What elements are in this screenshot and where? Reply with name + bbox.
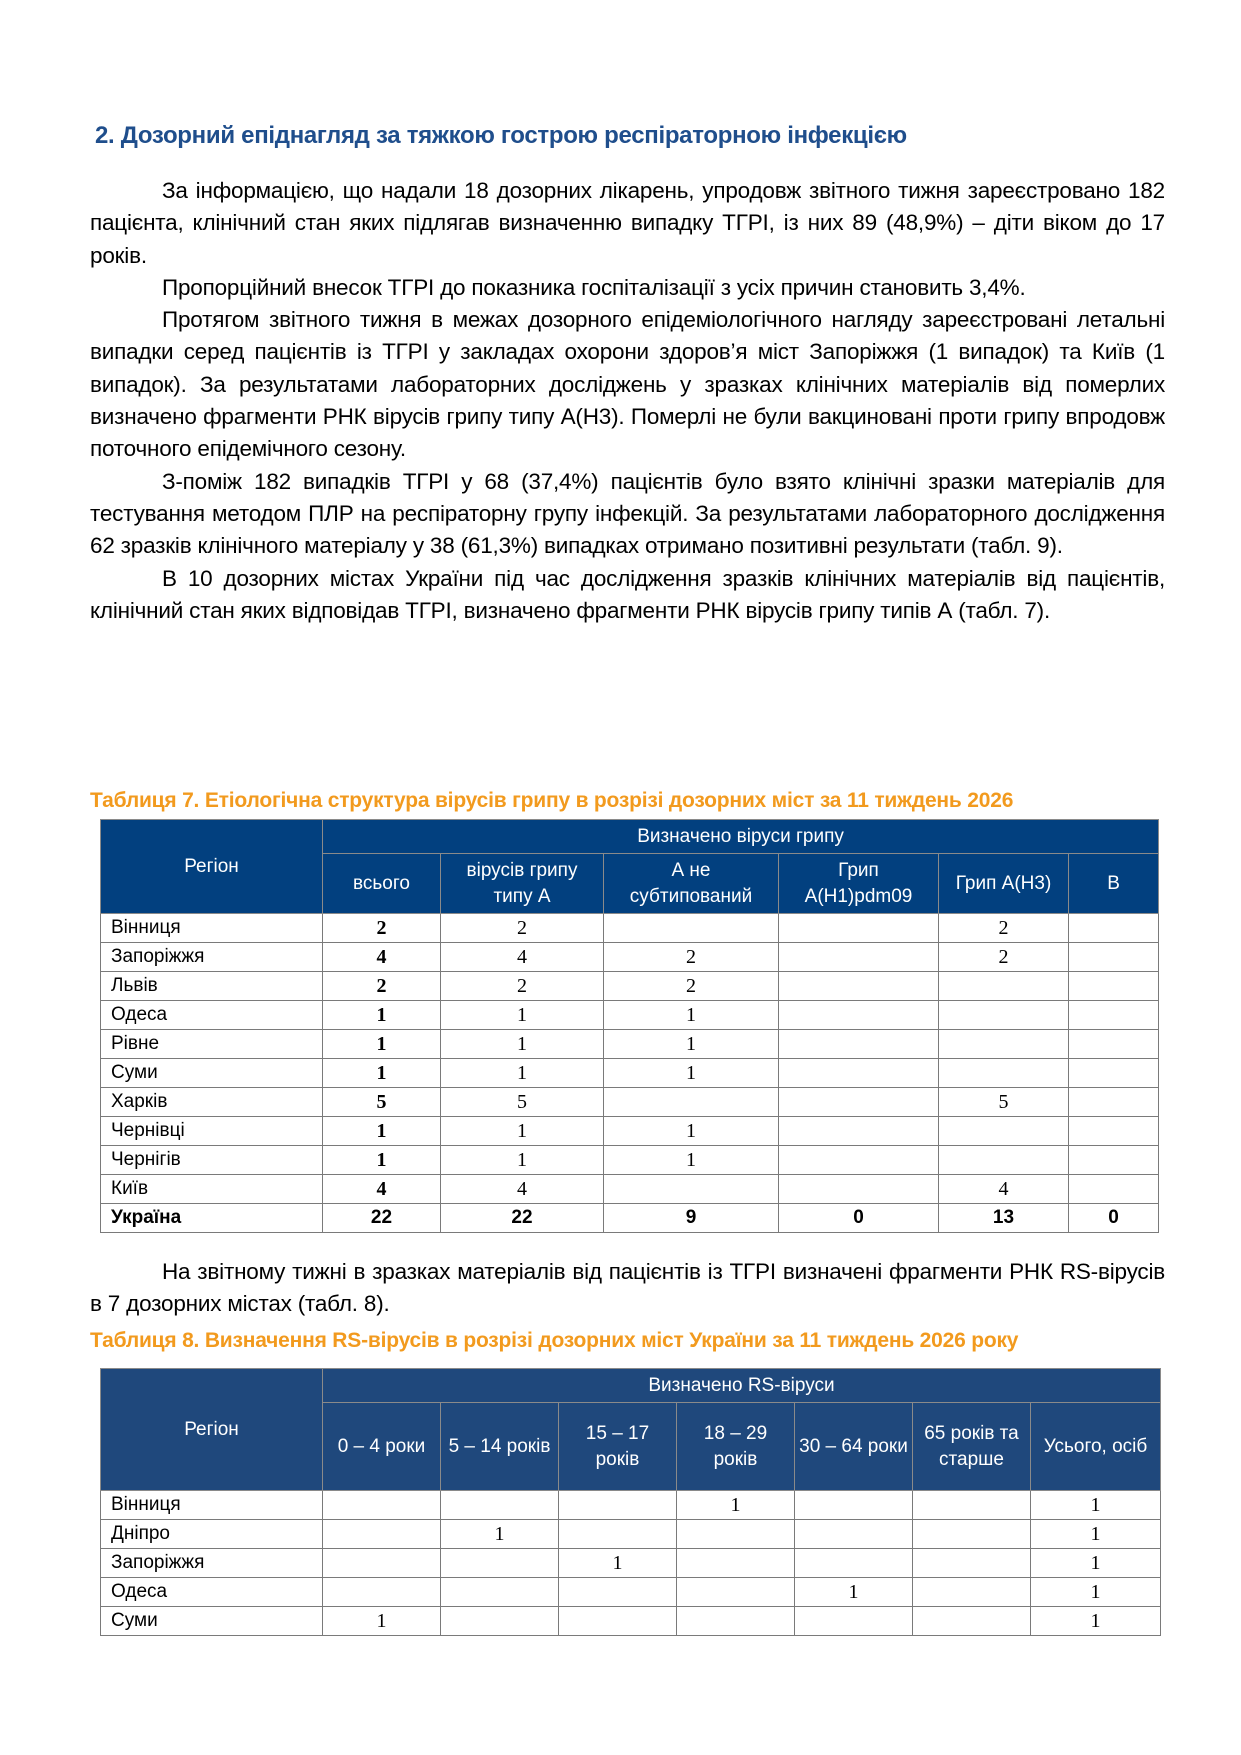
value-cell: 2 bbox=[939, 914, 1069, 943]
paragraph: Пропорційний внесок ТГРІ до показника госпіталізації з усіх причин становить 3,4%. bbox=[162, 274, 1026, 300]
column-header: Усього, осіб bbox=[1031, 1403, 1161, 1491]
value-cell: 5 bbox=[441, 1088, 604, 1117]
paragraph: За інформацією, що надали 18 дозорних лікарень, упродовж звітного тижня зареєстровано 182 пацієнта, клінічний стан яких підлягав визначенню випадку ТГРІ, із них 89 (48,9%) – діти віком до 17 років. bbox=[90, 178, 1165, 268]
region-cell: Київ bbox=[101, 1175, 323, 1204]
value-cell: 1 bbox=[441, 1520, 559, 1549]
value-cell: 2 bbox=[604, 943, 779, 972]
rs-intro-text bbox=[90, 1256, 1165, 1321]
value-cell bbox=[441, 1578, 559, 1607]
value-cell bbox=[604, 914, 779, 943]
column-header: 30 – 64 роки bbox=[795, 1403, 913, 1491]
table-row bbox=[101, 1175, 1159, 1204]
value-cell bbox=[1069, 1001, 1159, 1030]
value-cell bbox=[779, 1088, 939, 1117]
value-cell bbox=[559, 1520, 677, 1549]
value-cell bbox=[1069, 1175, 1159, 1204]
table-row bbox=[101, 1607, 1161, 1636]
value-cell: 4 bbox=[441, 1175, 604, 1204]
value-cell bbox=[795, 1607, 913, 1636]
column-header: Грип А(Н3) bbox=[939, 854, 1069, 914]
value-cell: 2 bbox=[604, 972, 779, 1001]
value-cell: 1 bbox=[441, 1117, 604, 1146]
value-cell bbox=[1069, 1030, 1159, 1059]
value-cell bbox=[677, 1607, 795, 1636]
value-cell bbox=[1069, 972, 1159, 1001]
value-cell: 22 bbox=[441, 1204, 604, 1233]
region-cell: Вінниця bbox=[101, 914, 323, 943]
value-cell bbox=[939, 1030, 1069, 1059]
value-cell: 1 bbox=[323, 1001, 441, 1030]
value-cell: 1 bbox=[604, 1001, 779, 1030]
value-cell: 0 bbox=[1069, 1204, 1159, 1233]
value-cell bbox=[913, 1520, 1031, 1549]
value-cell: 1 bbox=[323, 1117, 441, 1146]
value-cell: 1 bbox=[1031, 1520, 1161, 1549]
table8-caption: Таблиця 8. Визначення RS-вірусів в розрізі дозорних міст України за 11 тиждень 2026 року bbox=[90, 1329, 1019, 1352]
value-cell bbox=[323, 1578, 441, 1607]
value-cell bbox=[913, 1549, 1031, 1578]
value-cell: 9 bbox=[604, 1204, 779, 1233]
value-cell: 1 bbox=[604, 1030, 779, 1059]
value-cell bbox=[795, 1549, 913, 1578]
region-cell: Вінниця bbox=[101, 1491, 323, 1520]
column-header: вірусів грипу типу А bbox=[441, 854, 604, 914]
value-cell: 1 bbox=[677, 1491, 795, 1520]
value-cell: 1 bbox=[604, 1059, 779, 1088]
value-cell bbox=[779, 1059, 939, 1088]
table-row bbox=[101, 1088, 1159, 1117]
value-cell: 4 bbox=[323, 943, 441, 972]
column-header: 0 – 4 роки bbox=[323, 1403, 441, 1491]
value-cell: 1 bbox=[1031, 1491, 1161, 1520]
section-heading: 2. Дозорний епіднагляд за тяжкою гострою респіраторною інфекцією bbox=[95, 122, 907, 149]
region-cell: Суми bbox=[101, 1607, 323, 1636]
value-cell: 5 bbox=[323, 1088, 441, 1117]
intro-text bbox=[90, 175, 1165, 627]
value-cell bbox=[604, 1175, 779, 1204]
value-cell: 2 bbox=[323, 972, 441, 1001]
table-row bbox=[101, 1491, 1161, 1520]
value-cell: 1 bbox=[323, 1146, 441, 1175]
region-cell: Запоріжжя bbox=[101, 1549, 323, 1578]
value-cell bbox=[604, 1088, 779, 1117]
value-cell: 1 bbox=[323, 1030, 441, 1059]
group-header: Визначено віруси грипу bbox=[323, 820, 1159, 854]
value-cell: 1 bbox=[604, 1146, 779, 1175]
value-cell bbox=[779, 1117, 939, 1146]
table8 bbox=[100, 1368, 1161, 1636]
value-cell bbox=[323, 1549, 441, 1578]
value-cell bbox=[1069, 1059, 1159, 1088]
value-cell bbox=[939, 1059, 1069, 1088]
value-cell: 1 bbox=[441, 1001, 604, 1030]
column-header: 5 – 14 років bbox=[441, 1403, 559, 1491]
value-cell bbox=[913, 1491, 1031, 1520]
value-cell bbox=[1069, 1088, 1159, 1117]
value-cell bbox=[559, 1607, 677, 1636]
value-cell: 1 bbox=[604, 1117, 779, 1146]
value-cell: 1 bbox=[559, 1549, 677, 1578]
region-cell: Одеса bbox=[101, 1001, 323, 1030]
paragraph: На звітному тижні в зразках матеріалів від пацієнтів із ТГРІ визначені фрагменти РНК RS-вірусів в 7 дозорних містах (табл. 8). bbox=[90, 1259, 1165, 1317]
value-cell: 2 bbox=[441, 972, 604, 1001]
region-cell: Запоріжжя bbox=[101, 943, 323, 972]
value-cell: 13 bbox=[939, 1204, 1069, 1233]
value-cell: 1 bbox=[323, 1607, 441, 1636]
value-cell bbox=[441, 1549, 559, 1578]
value-cell bbox=[913, 1607, 1031, 1636]
table-row bbox=[101, 914, 1159, 943]
value-cell: 1 bbox=[441, 1059, 604, 1088]
value-cell bbox=[779, 972, 939, 1001]
paragraph: З-поміж 182 випадків ТГРІ у 68 (37,4%) пацієнтів було взято клінічні зразки матеріалів для тестування методом ПЛР на респіраторну групу інфекцій. За результатами лабораторного дослідження 62 зразків клінічного матеріалу у 38 (61,3%) випадках отримано позитивні результати (табл. 9). bbox=[90, 468, 1165, 559]
value-cell bbox=[441, 1607, 559, 1636]
table-row bbox=[101, 1578, 1161, 1607]
column-header: Грип А(Н1)pdm09 bbox=[779, 854, 939, 914]
value-cell bbox=[1069, 1117, 1159, 1146]
region-cell: Україна bbox=[101, 1204, 323, 1233]
value-cell bbox=[939, 972, 1069, 1001]
value-cell bbox=[939, 1117, 1069, 1146]
region-header: Регіон bbox=[101, 1369, 323, 1491]
value-cell bbox=[1069, 1146, 1159, 1175]
region-cell: Рівне bbox=[101, 1030, 323, 1059]
value-cell bbox=[323, 1520, 441, 1549]
value-cell bbox=[677, 1520, 795, 1549]
value-cell bbox=[779, 914, 939, 943]
value-cell bbox=[677, 1578, 795, 1607]
table-row bbox=[101, 1146, 1159, 1175]
value-cell: 4 bbox=[441, 943, 604, 972]
total-row bbox=[101, 1204, 1159, 1233]
region-cell: Чернівці bbox=[101, 1117, 323, 1146]
value-cell: 1 bbox=[323, 1059, 441, 1088]
value-cell bbox=[779, 1001, 939, 1030]
table-row bbox=[101, 943, 1159, 972]
table-row bbox=[101, 1001, 1159, 1030]
value-cell bbox=[1069, 943, 1159, 972]
value-cell bbox=[779, 1030, 939, 1059]
value-cell: 1 bbox=[795, 1578, 913, 1607]
value-cell: 1 bbox=[1031, 1607, 1161, 1636]
value-cell bbox=[779, 1146, 939, 1175]
column-header: А не субтипований bbox=[604, 854, 779, 914]
column-header: В bbox=[1069, 854, 1159, 914]
value-cell bbox=[779, 943, 939, 972]
value-cell bbox=[913, 1578, 1031, 1607]
region-cell: Чернігів bbox=[101, 1146, 323, 1175]
table-row bbox=[101, 1059, 1159, 1088]
value-cell bbox=[441, 1491, 559, 1520]
value-cell: 2 bbox=[323, 914, 441, 943]
paragraph: В 10 дозорних містах України під час дослідження зразків клінічних матеріалів від пацієнтів, клінічний стан яких відповідав ТГРІ, визначено фрагменти РНК вірусів грипу типів А (табл. 7). bbox=[90, 565, 1165, 623]
region-cell: Львів bbox=[101, 972, 323, 1001]
value-cell: 22 bbox=[323, 1204, 441, 1233]
value-cell bbox=[939, 1146, 1069, 1175]
value-cell bbox=[795, 1520, 913, 1549]
value-cell bbox=[779, 1175, 939, 1204]
region-header: Регіон bbox=[101, 820, 323, 914]
column-header: 18 – 29 років bbox=[677, 1403, 795, 1491]
table7-caption: Таблиця 7. Етіологічна структура вірусів грипу в розрізі дозорних міст за 11 тиждень 2026 bbox=[90, 789, 1014, 812]
paragraph: Протягом звітного тижня в межах дозорного епідеміологічного нагляду зареєстровані летальні випадки серед пацієнтів із ТГРІ у закладах охорони здоров’я міст Запоріжжя (1 випадок) та Київ (1 випадок). За результатами лабораторних досліджень у зразках клінічних матеріалів від померлих визначено фрагменти РНК вірусів грипу типу А(Н3). Померлі не були вакциновані проти грипу впродовж поточного епідемічного сезону. bbox=[90, 307, 1165, 462]
value-cell bbox=[939, 1001, 1069, 1030]
value-cell: 0 bbox=[779, 1204, 939, 1233]
region-cell: Суми bbox=[101, 1059, 323, 1088]
value-cell: 1 bbox=[441, 1030, 604, 1059]
value-cell bbox=[559, 1491, 677, 1520]
region-cell: Одеса bbox=[101, 1578, 323, 1607]
table-row bbox=[101, 972, 1159, 1001]
value-cell: 1 bbox=[1031, 1578, 1161, 1607]
value-cell: 5 bbox=[939, 1088, 1069, 1117]
column-header: 65 років та старше bbox=[913, 1403, 1031, 1491]
region-cell: Дніпро bbox=[101, 1520, 323, 1549]
table-row bbox=[101, 1030, 1159, 1059]
value-cell: 2 bbox=[939, 943, 1069, 972]
table-row bbox=[101, 1117, 1159, 1146]
value-cell bbox=[677, 1549, 795, 1578]
column-header: всього bbox=[323, 854, 441, 914]
group-header: Визначено RS-віруси bbox=[323, 1369, 1161, 1403]
value-cell bbox=[559, 1578, 677, 1607]
table-row bbox=[101, 1549, 1161, 1578]
value-cell: 4 bbox=[939, 1175, 1069, 1204]
region-cell: Харків bbox=[101, 1088, 323, 1117]
value-cell bbox=[1069, 914, 1159, 943]
value-cell: 2 bbox=[441, 914, 604, 943]
value-cell bbox=[795, 1491, 913, 1520]
value-cell bbox=[323, 1491, 441, 1520]
value-cell: 1 bbox=[1031, 1549, 1161, 1578]
table7 bbox=[100, 819, 1159, 1233]
table-row bbox=[101, 1520, 1161, 1549]
column-header: 15 – 17 років bbox=[559, 1403, 677, 1491]
value-cell: 4 bbox=[323, 1175, 441, 1204]
value-cell: 1 bbox=[441, 1146, 604, 1175]
